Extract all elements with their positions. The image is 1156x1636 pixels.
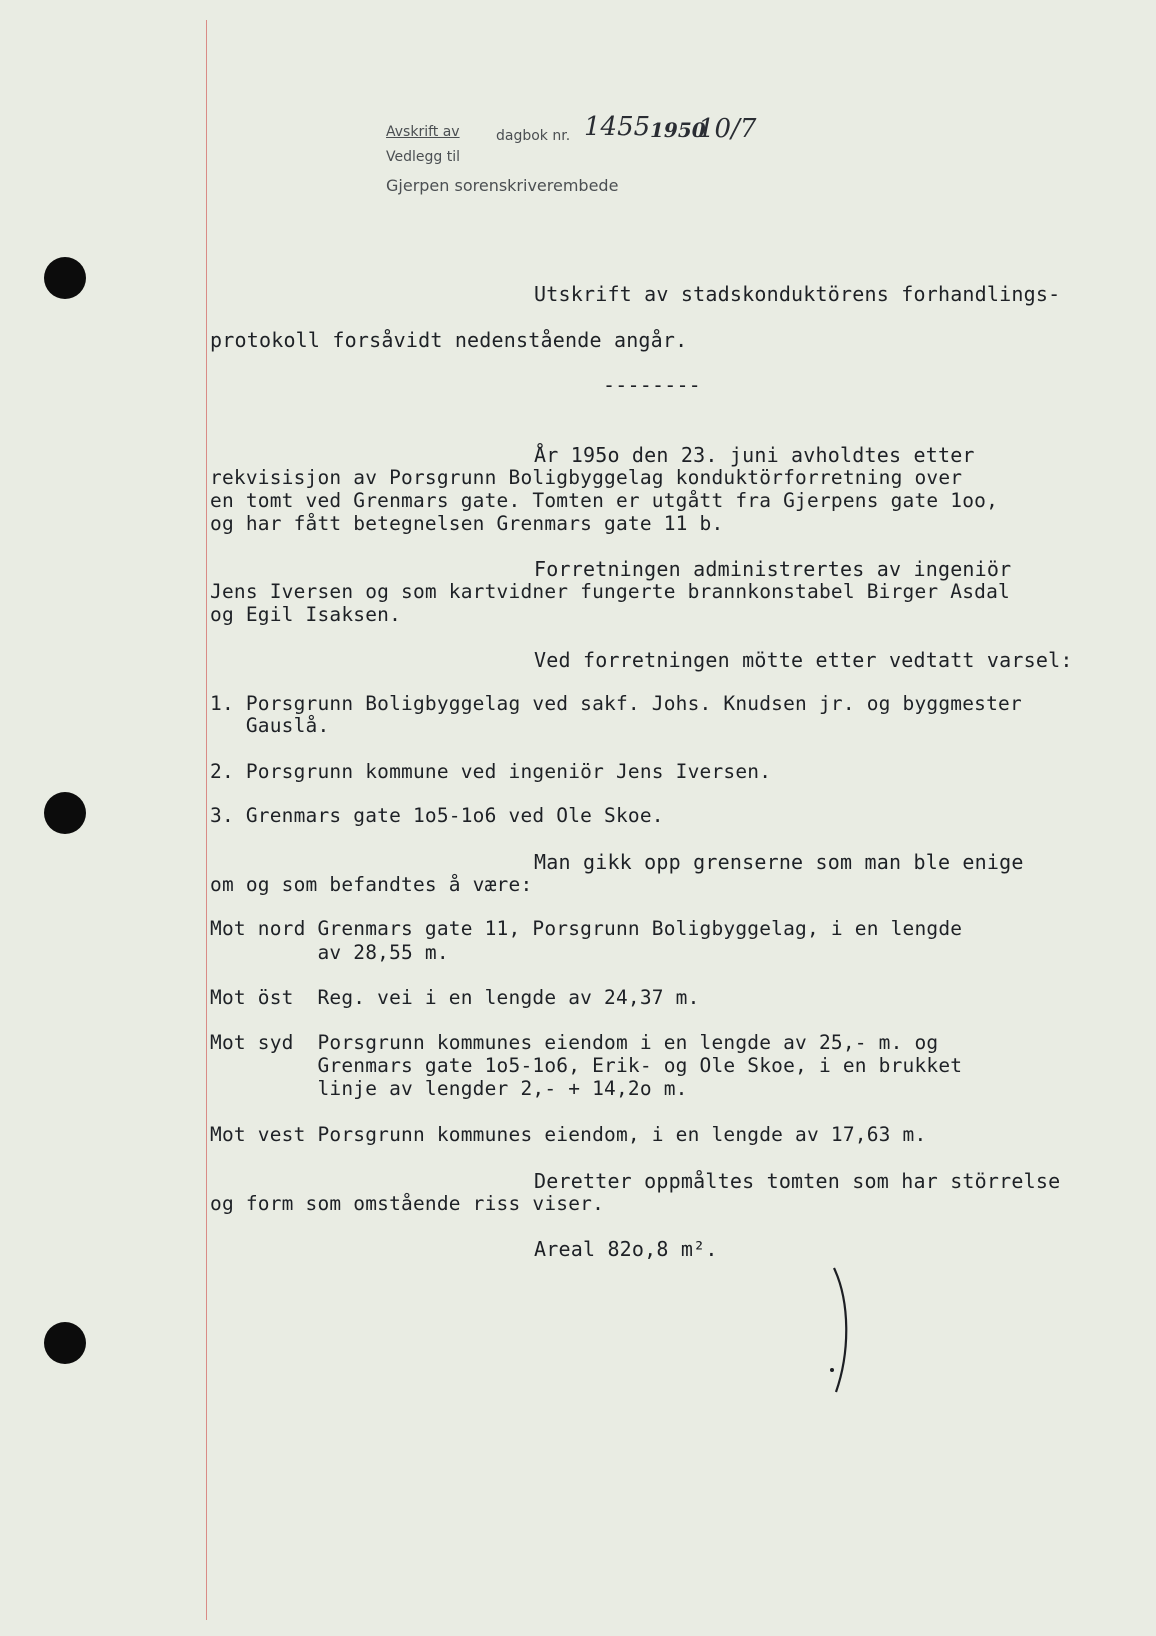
paragraph1-line-2: rekvisisjon av Porsgrunn Boligbyggelag konduktörforretning over (210, 466, 963, 489)
heading-line-2: protokoll forsåvidt nedenstående angår. (210, 328, 688, 352)
boundary-syd-line-2: Grenmars gate 1o5-1o6, Erik- og Ole Skoe, i en brukket (210, 1054, 963, 1077)
ink-dot (830, 1368, 834, 1372)
measurement-line-2: og form som omstående riss viser. (210, 1192, 605, 1215)
attendee-3: 3. Grenmars gate 1o5-1o6 ved Ole Skoe. (210, 804, 664, 827)
handwritten-date: 10/7 (698, 114, 757, 144)
boundary-intro-line-2: om og som befandtes å være: (210, 873, 533, 896)
paragraph1-line-1: År 195o den 23. juni avholdtes etter (534, 443, 975, 467)
handwritten-year: 1950 (650, 118, 706, 142)
stamp-avskrift: Avskrift av (386, 124, 460, 140)
boundary-nord-line-2: av 28,55 m. (210, 941, 449, 964)
measurement-line-1: Deretter oppmåltes tomten som har störrelse (534, 1169, 1061, 1193)
attendee-1-line-2: Gauslå. (210, 714, 330, 737)
margin-line (206, 20, 207, 1620)
paragraph2-line-1: Forretningen administrertes av ingeniör (534, 557, 1012, 581)
punch-hole-middle (44, 792, 86, 834)
stamp-dagbok: dagbok nr. (496, 128, 571, 144)
punch-hole-top (44, 257, 86, 299)
stamp-vedlegg: Vedlegg til (386, 149, 460, 165)
boundary-syd-line-3: linje av lengder 2,- + 14,2o m. (210, 1077, 688, 1100)
boundary-syd-line-1: Mot syd Porsgrunn kommunes eiendom i en lengde av 25,- m. og (210, 1031, 939, 1054)
paragraph2-line-3: og Egil Isaksen. (210, 603, 402, 626)
punch-hole-bottom (44, 1322, 86, 1364)
handwritten-number: 1455 (584, 112, 651, 142)
attendee-2: 2. Porsgrunn kommune ved ingeniör Jens Iversen. (210, 760, 772, 783)
paragraph1-line-3: en tomt ved Grenmars gate. Tomten er utgått fra Gjerpens gate 1oo, (210, 489, 999, 512)
boundary-vest: Mot vest Porsgrunn kommunes eiendom, i en lengde av 17,63 m. (210, 1123, 927, 1146)
paragraph1-line-4: og har fått betegnelsen Grenmars gate 11 b. (210, 512, 724, 535)
handwritten-bracket-mark (820, 1262, 860, 1402)
boundary-ost: Mot öst Reg. vei i en lengde av 24,37 m. (210, 986, 700, 1009)
boundary-intro-line-1: Man gikk opp grenserne som man ble enige (534, 850, 1024, 874)
boundary-nord-line-1: Mot nord Grenmars gate 11, Porsgrunn Boligbyggelag, i en lengde (210, 917, 963, 940)
stamp-office: Gjerpen sorenskriverembede (386, 176, 619, 195)
area: Areal 82o,8 m². (534, 1237, 718, 1261)
paragraph2-line-2: Jens Iversen og som kartvidner fungerte brannkonstabel Birger Asdal (210, 580, 1010, 603)
separator: -------- (603, 373, 701, 397)
attendee-1-line-1: 1. Porsgrunn Boligbyggelag ved sakf. Johs. Knudsen jr. og byggmester (210, 692, 1022, 715)
attendance-intro: Ved forretningen mötte etter vedtatt varsel: (534, 648, 1073, 672)
heading-line-1: Utskrift av stadskonduktörens forhandlings- (534, 282, 1061, 306)
